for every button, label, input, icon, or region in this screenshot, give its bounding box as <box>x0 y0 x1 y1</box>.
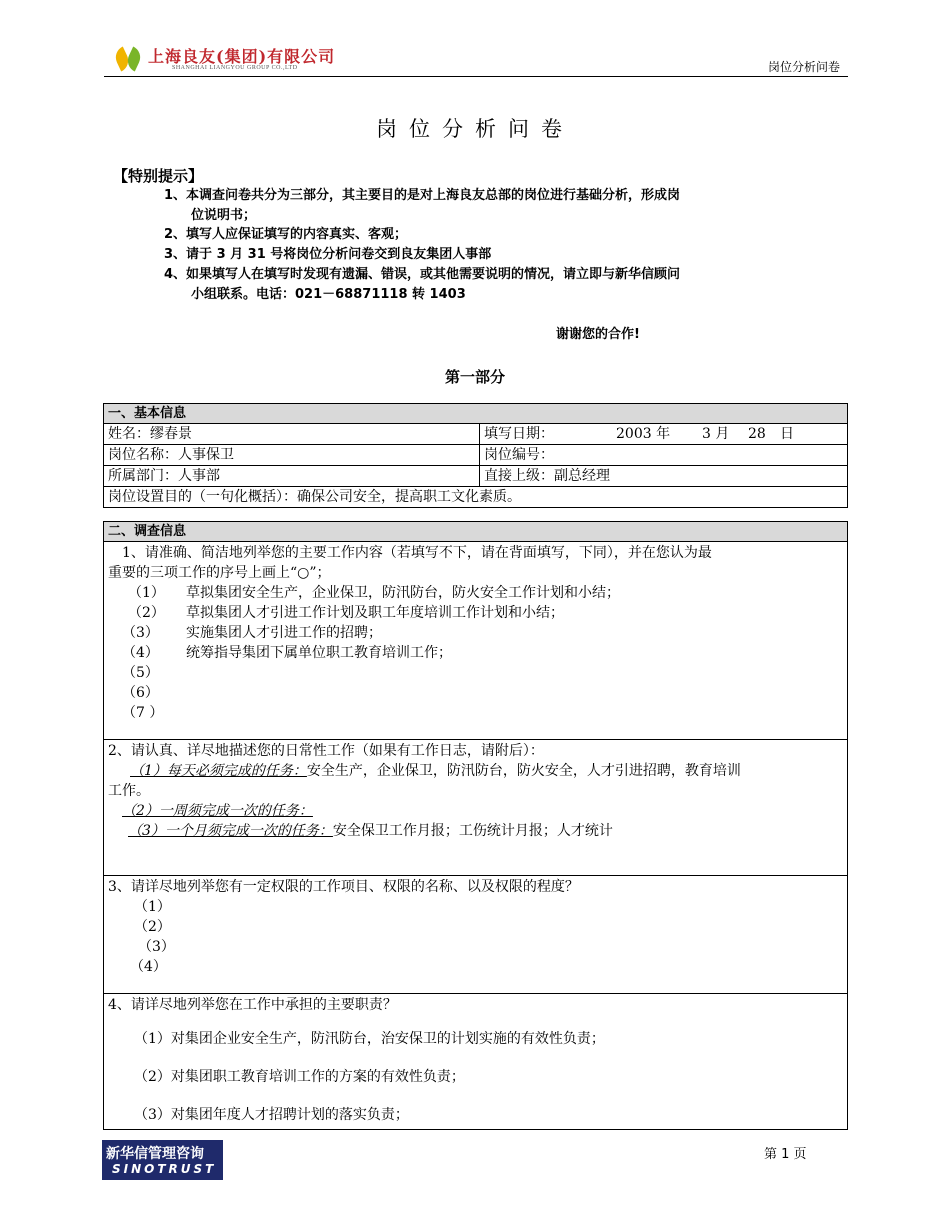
position-name-field: 岗位名称：人事保卫 <box>104 445 480 465</box>
department-field: 所属部门：人事部 <box>104 466 480 486</box>
company-name-en: SHANGHAI LIANGYOU GROUP CO.,LTD <box>172 65 298 71</box>
date-label: 填写日期： <box>484 426 554 442</box>
question-3 <box>104 876 847 994</box>
date-month: 3 月 <box>702 426 730 442</box>
date-day-unit: 日 <box>780 426 794 442</box>
q1-text: 1、请准确、简洁地列举您的主要工作内容（若填写不下，请在背面填写，下同），并在您认为最 <box>122 545 712 561</box>
q2-daily-cont: 工作。 <box>108 783 150 799</box>
q3-text: 3、请详尽地列举您有一定权限的工作项目、权限的名称、以及权限的程度？ <box>108 879 579 895</box>
notice-heading: 【特别提示】 <box>113 167 204 185</box>
question-4 <box>104 994 847 1128</box>
notice-item-4: 4、如果填写人在填写时发现有遗漏、错误，或其他需要说明的情况，请立即与新华信顾问 <box>164 267 681 282</box>
basic-info-table <box>103 403 848 508</box>
thanks-text: 谢谢您的合作! <box>556 327 640 342</box>
list-item: （3）对集团年度人才招聘计划的落实负责； <box>134 1107 409 1123</box>
header-doc-label: 岗位分析问卷 <box>767 60 840 74</box>
notice-item-2: 2、填写人应保证填写的内容真实、客观； <box>164 227 408 242</box>
question-1 <box>104 542 847 740</box>
list-item: （2） 草拟集团人才引进工作计划及职工年度培训工作计划和小结； <box>128 605 564 621</box>
q2-monthly-label: （3）一个月须完成一次的任务： <box>128 823 333 839</box>
purpose-field: 岗位设置目的（一句化概括）：确保公司安全，提高职工文化素质。 <box>108 489 521 505</box>
list-item: （2）对集团职工教育培训工作的方案的有效性负责； <box>134 1069 465 1085</box>
date-year: 2003 年 <box>616 426 671 442</box>
company-name-cn: 上海良友(集团)有限公司 <box>148 47 336 66</box>
q2-daily <box>108 761 843 781</box>
q1-text-cont: 重要的三项工作的序号上画上“○”； <box>108 565 331 581</box>
list-item: （1） 草拟集团安全生产，企业保卫，防汛防台，防火安全工作计划和小结； <box>128 585 620 601</box>
list-item: （6） <box>122 685 159 701</box>
notice-item-4-cont: 小组联系。电话：021－68871118 转 1403 <box>191 287 466 302</box>
q2-daily-text: 安全生产，企业保卫，防汛防台，防火安全，人才引进招聘，教育培训 <box>306 763 741 779</box>
table-row <box>104 487 847 507</box>
survey-heading: 二、调查信息 <box>104 522 847 542</box>
list-item: （3） <box>138 939 175 955</box>
q1-list <box>108 583 843 723</box>
name-field: 姓名：缪春景 <box>104 424 480 444</box>
table-row <box>104 466 847 487</box>
list-item: （4） 统筹指导集团下属单位职工教育培训工作； <box>122 645 452 661</box>
date-day: 28 <box>748 426 766 442</box>
position-no-field: 岗位编号： <box>484 447 554 463</box>
table-row <box>104 424 847 445</box>
notice-item-3: 3、请于 3 月 31 号将岗位分析问卷交到良友集团人事部 <box>164 247 492 262</box>
list-item: （5） <box>122 665 159 681</box>
q4-text: 4、请详尽地列举您在工作中承担的主要职责？ <box>108 997 397 1013</box>
part-title: 第一部分 <box>444 368 505 386</box>
q2-monthly-text: 安全保卫工作月报；工伤统计月报；人才统计 <box>332 823 613 839</box>
footer-logo-en: SINOTRUST <box>112 1162 217 1176</box>
list-item: （2） <box>134 919 171 935</box>
list-item: （3） 实施集团人才引进工作的招聘； <box>122 625 382 641</box>
survey-table <box>103 521 848 1130</box>
q2-weekly <box>108 801 843 821</box>
company-logo <box>112 44 352 76</box>
q2-weekly-label: （2）一周须完成一次的任务： <box>122 803 313 819</box>
date-field <box>480 424 847 444</box>
list-item: （1）对集团企业安全生产，防汛防台，治安保卫的计划实施的有效性负责； <box>134 1031 605 1047</box>
leaf-icon <box>124 46 144 71</box>
page-title: 岗位分析问卷 <box>376 117 574 141</box>
list-item: （7 ） <box>122 705 164 721</box>
page-number: 第 1 页 <box>764 1147 807 1162</box>
question-2 <box>104 740 847 876</box>
supervisor-field: 直接上级：副总经理 <box>484 468 610 484</box>
header-divider <box>104 76 848 77</box>
q2-text: 2、请认真、详尽地描述您的日常性工作（如果有工作日志，请附后）： <box>108 743 544 759</box>
sinotrust-logo <box>102 1140 223 1180</box>
notice-item-1-cont: 位说明书； <box>191 208 257 223</box>
notice-item-1: 1、本调查问卷共分为三部分，其主要目的是对上海良友总部的岗位进行基础分析，形成岗 <box>164 188 681 203</box>
basic-info-heading: 一、基本信息 <box>104 404 847 424</box>
footer-logo-cn: 新华信管理咨询 <box>106 1146 204 1162</box>
q2-monthly <box>108 821 843 841</box>
list-item: （1） <box>134 899 171 915</box>
list-item: （4） <box>130 959 167 975</box>
table-row <box>104 445 847 466</box>
q2-daily-label: （1）每天必须完成的任务： <box>130 763 307 779</box>
